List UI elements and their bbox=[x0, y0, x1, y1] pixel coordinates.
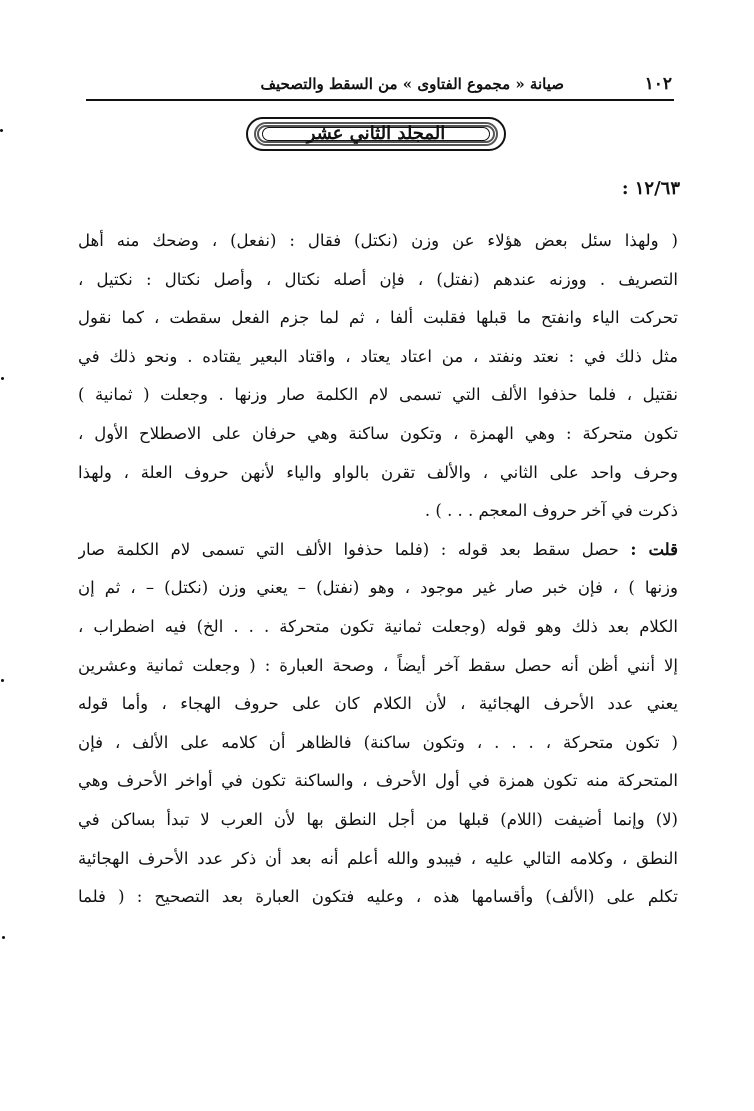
body-line: إلا أنني أظن أنه حصل سقط آخر أيضاً ، وصحة العبارة : ( وجعلت ثمانية وعشرين bbox=[78, 655, 678, 675]
body-line: تحركت الياء وانفتح ما قبلها فقلبت ألفا ، ثم لما جزم الفعل سقطت ، كما نقول bbox=[78, 308, 678, 328]
scan-mark bbox=[1, 679, 4, 682]
volume-title: المجلد الثاني عشر bbox=[306, 123, 446, 144]
running-title: صيانة « مجموع الفتاوى » من السقط والتصحيف bbox=[260, 75, 564, 93]
body-line: (لا) وإنما أضيفت (اللام) قبلها من أجل النطق بها لأن العرب لا تبدأ بساكن في bbox=[78, 809, 678, 829]
body-line: يعني عدد الأحرف الهجائية ، لأن الكلام كان على حروف الهجاء ، وأما قوله bbox=[78, 694, 678, 714]
body-line: تكلم على (الألف) وأقسامها هذه ، وعليه فتكون العبارة بعد التصحيح : ( فلما bbox=[78, 887, 678, 907]
body-line: التصريف . ووزنه عندهم (نفتل) ، فإن أصله نكتال ، وأصل نكتال : نكتيل ، bbox=[78, 269, 678, 289]
body-line: ( تكون متحركة ، . . . ، وتكون ساكنة) فالظاهر أن كلامه على الألف ، فإن bbox=[78, 732, 678, 752]
body-line: وحرف واحد على الثاني ، والألف تقرن بالواو والياء لأنهن حروف العلة ، ولهذا bbox=[78, 462, 678, 482]
body-line-text: حصل سقط بعد قوله : (فلما حذفوا الألف التي تسمى لام الكلمة صار bbox=[78, 539, 619, 559]
body-line: النطق ، وكلامه التالي عليه ، فيبدو والله أعلم أنه بعد أن ذكر عدد الأحرف الهجائية bbox=[78, 848, 678, 868]
body-line: مثل ذلك في : نعتد ونفتد ، من اعتاد يعتاد ، واقتاد البعير يقتاده . ونحو ذلك في bbox=[78, 346, 678, 366]
body-text bbox=[78, 222, 678, 917]
body-line: المتحركة منه تكون همزة في أول الأحرف ، والساكنة تكون في أواخر الأحرف وهي bbox=[78, 771, 678, 791]
body-line: ( ولهذا سئل بعض هؤلاء عن وزن (نكتل) فقال : (نفعل) ، وضحك منه أهل bbox=[78, 231, 678, 250]
body-line bbox=[78, 531, 678, 570]
page-number: ١٠٢ bbox=[644, 74, 672, 94]
qult-label: قلت : bbox=[630, 539, 678, 559]
scan-mark bbox=[1, 377, 4, 380]
body-line: نقتيل ، فلما حذفوا الألف التي تسمى لام الكلمة صار وزنها . وجعلت ( ثمانية ) bbox=[78, 385, 678, 405]
body-line: وزنها ) ، فإن خبر صار غير موجود ، وهو (نفتل) – يعني وزن (نكتل) – ، ثم إن bbox=[78, 578, 678, 598]
body-line: الكلام بعد ذلك وهو قوله (وجعلت ثمانية تكون متحركة . . . الخ) فيه اضطراب ، bbox=[78, 616, 678, 636]
scan-mark bbox=[2, 936, 5, 939]
body-line: تكون متحركة : وهي الهمزة ، وتكون ساكنة وهي حرفان على الاصطلاح الأول ، bbox=[78, 423, 678, 443]
section-reference: ١٢/٦٣ : bbox=[621, 178, 680, 199]
scan-mark bbox=[0, 129, 3, 132]
header-rule bbox=[86, 99, 674, 101]
body-line: ذكرت في آخر حروف المعجم . . . ) . bbox=[424, 501, 678, 521]
page-header bbox=[88, 74, 672, 98]
